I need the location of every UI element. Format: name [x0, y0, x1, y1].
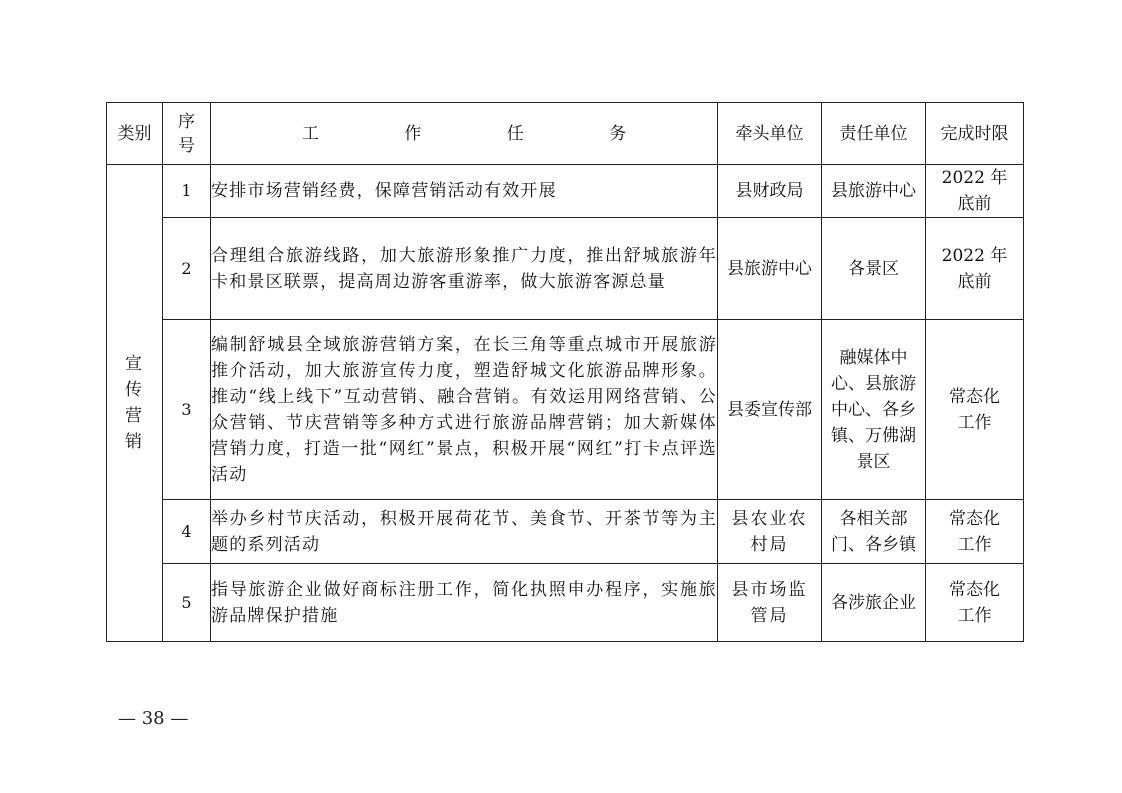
row-number: 1 — [163, 165, 211, 218]
header-seq — [163, 103, 211, 165]
task-text: 安排市场营销经费，保障营销活动有效开展 — [211, 165, 718, 218]
lead-text: 县农业农村局 — [731, 508, 808, 555]
task-text: 编制舒城县全域旅游营销方案，在长三角等重点城市开展旅游推介活动，加大旅游宣传力度，塑造舒城文化旅游品牌形象。推动“线上线下”互动营销、融合营销。有效运用网络营销、公众营销、节庆营销等多种方式进行旅游品牌营销；加大新媒体营销力度，打造一批“网红”景点，积极开展“网红”打卡点评选活动 — [211, 320, 718, 500]
lead-unit — [718, 500, 822, 564]
row-number: 2 — [163, 218, 211, 320]
header-task-label: 工 作 任 务 — [301, 123, 667, 144]
table-header-row — [107, 103, 1024, 165]
deadline-text: 常态化工作 — [949, 579, 1000, 626]
responsible-unit: 县旅游中心 — [822, 165, 926, 218]
deadline — [926, 320, 1024, 500]
lead-unit: 县旅游中心 — [718, 218, 822, 320]
responsible-unit: 各涉旅企业 — [822, 564, 926, 642]
header-deadline: 完成时限 — [926, 103, 1024, 165]
deadline — [926, 564, 1024, 642]
deadline — [926, 500, 1024, 564]
table-row — [107, 500, 1024, 564]
responsible-unit: 各景区 — [822, 218, 926, 320]
header-responsible: 责任单位 — [822, 103, 926, 165]
header-category: 类别 — [107, 103, 163, 165]
page-number: — 38 — — [118, 708, 189, 729]
task-table — [106, 102, 1024, 642]
deadline-text: 常态化工作 — [949, 386, 1000, 433]
lead-text: 县市场监管局 — [731, 579, 808, 626]
header-seq-label: 序号 — [178, 111, 195, 156]
table-row — [107, 320, 1024, 500]
lead-unit — [718, 564, 822, 642]
deadline — [926, 165, 1024, 218]
task-text: 指导旅游企业做好商标注册工作，简化执照申办程序，实施旅游品牌保护措施 — [211, 564, 718, 642]
table-row — [107, 564, 1024, 642]
header-task — [211, 103, 718, 165]
row-number: 4 — [163, 500, 211, 564]
deadline-text: 2022 年底前 — [941, 245, 1008, 292]
row-number: 5 — [163, 564, 211, 642]
category-label: 宣传营销 — [125, 354, 144, 452]
deadline-text: 2022 年底前 — [941, 168, 1008, 214]
responsible-text: 融媒体中心、县旅游中心、各乡镇、万佛湖景区 — [831, 347, 916, 472]
lead-unit: 县委宣传部 — [718, 320, 822, 500]
responsible-unit — [822, 500, 926, 564]
table-row — [107, 218, 1024, 320]
lead-unit: 县财政局 — [718, 165, 822, 218]
task-text: 举办乡村节庆活动，积极开展荷花节、美食节、开茶节等为主题的系列活动 — [211, 500, 718, 564]
header-lead: 牵头单位 — [718, 103, 822, 165]
table-row — [107, 165, 1024, 218]
responsible-unit — [822, 320, 926, 500]
row-number: 3 — [163, 320, 211, 500]
category-cell — [107, 165, 163, 642]
deadline — [926, 218, 1024, 320]
deadline-text: 常态化工作 — [949, 508, 1000, 555]
task-text: 合理组合旅游线路，加大旅游形象推广力度，推出舒城旅游年卡和景区联票，提高周边游客重游率，做大旅游客源总量 — [211, 218, 718, 320]
responsible-text: 各相关部门、各乡镇 — [831, 508, 916, 555]
